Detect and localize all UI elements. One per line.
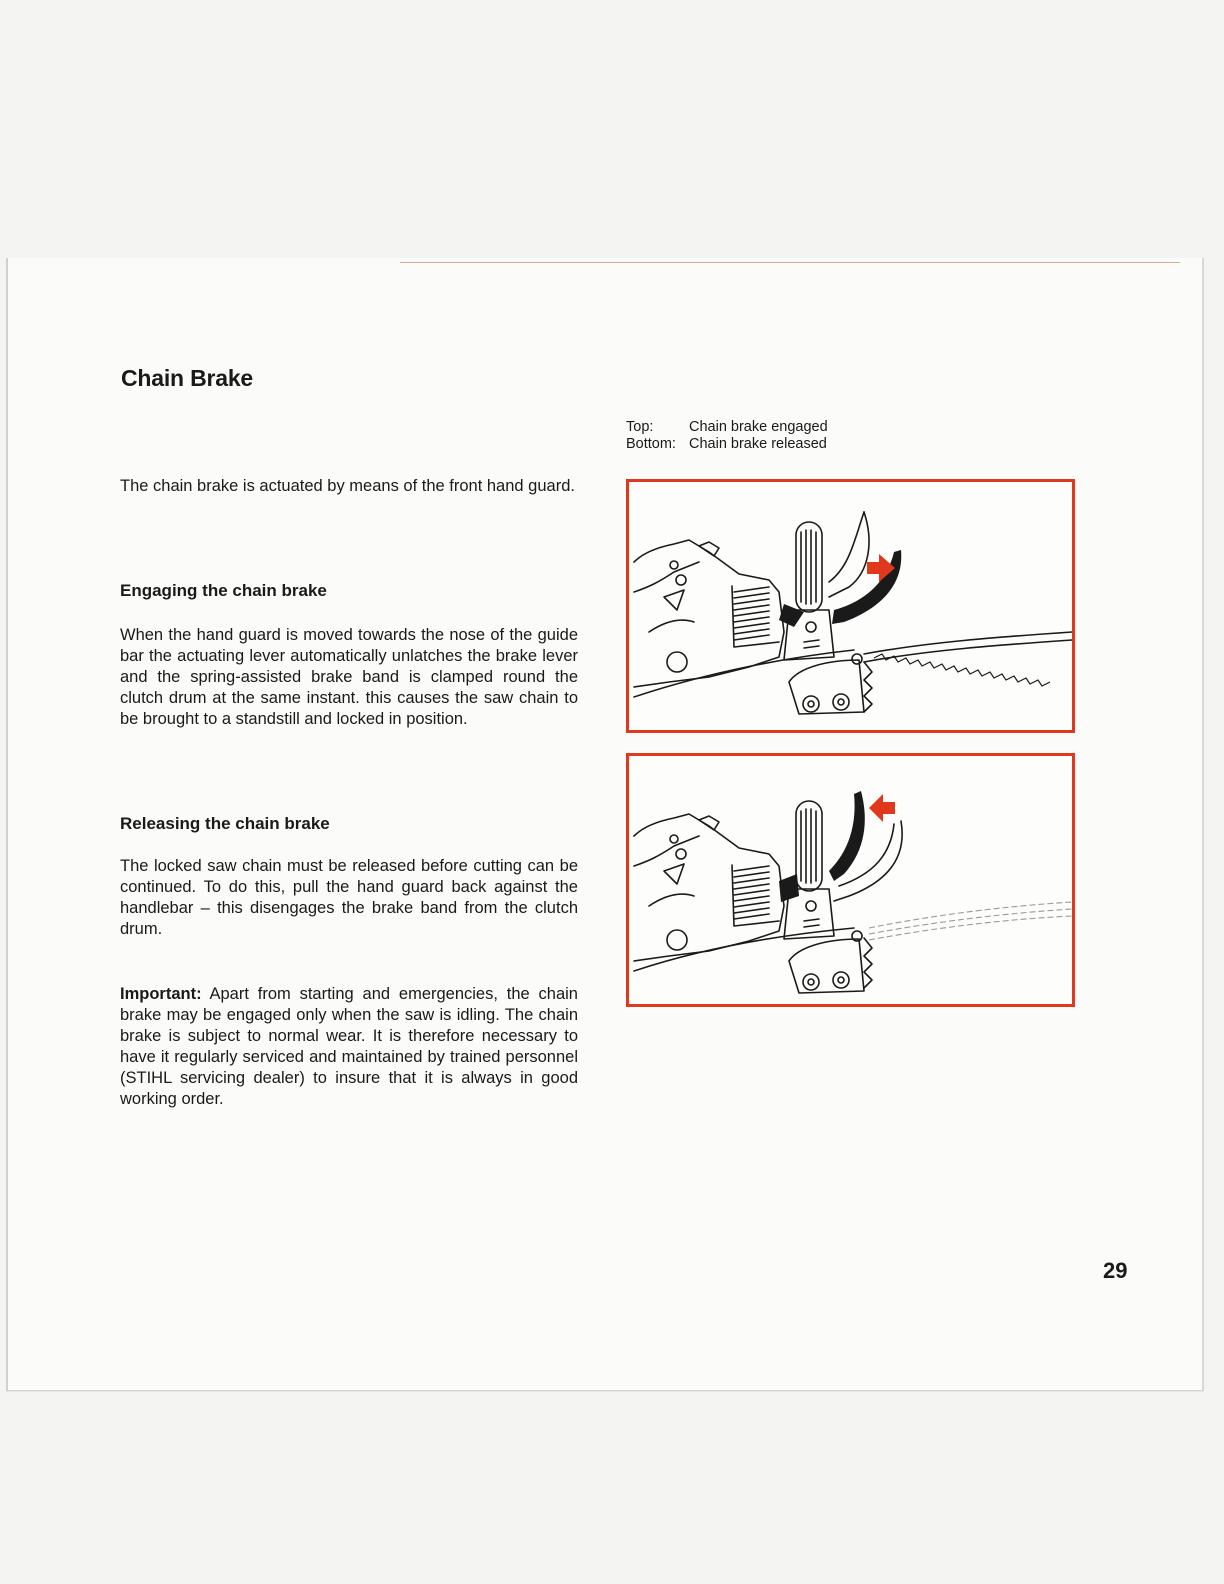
- important-body: Apart from starting and emergencies, the chain brake may be engaged only when the saw is idling. The chain brake is subject to normal wear. It is therefore necessary to have it regularly serviced and maintained by trained personnel (STIHL servicing dealer) to insure that it is always in good working order.: [120, 985, 578, 1108]
- page-title: Chain Brake: [121, 365, 254, 391]
- caption-top-value: Chain brake engaged: [689, 419, 828, 435]
- caption-bottom-key: Bottom:: [626, 436, 676, 452]
- engaging-heading: Engaging the chain brake: [120, 581, 327, 600]
- figure-brake-released: [626, 753, 1075, 1007]
- page-number: 29: [1103, 1258, 1128, 1283]
- chainsaw-engaged-illustration: [629, 482, 1072, 730]
- page-edge-line: [400, 262, 1180, 263]
- figure-brake-engaged: [626, 479, 1075, 733]
- figure-caption: [626, 419, 828, 453]
- arrow-icon: [869, 794, 895, 822]
- hand-guard-released: [829, 791, 865, 881]
- engaging-paragraph: When the hand guard is moved towards the nose of the guide bar the actuating lever automatically unlatches the brake lever and the spring-assisted brake band is clamped round the clutch drum at the same instant. this causes the saw chain to be brought to a standstill and locked in position.: [120, 626, 578, 728]
- releasing-heading: Releasing the chain brake: [120, 814, 330, 833]
- caption-bottom-value: Chain brake released: [689, 436, 827, 452]
- important-paragraph: [120, 984, 578, 1110]
- releasing-paragraph: The locked saw chain must be released before cutting can be continued. To do this, pull the hand guard back against the handlebar – this disengages the brake band from the clutch drum.: [120, 857, 578, 938]
- intro-paragraph: The chain brake is actuated by means of the front hand guard.: [120, 477, 575, 495]
- important-label: Important:: [120, 985, 202, 1003]
- caption-top-key: Top:: [626, 419, 654, 435]
- chainsaw-released-illustration: [629, 756, 1072, 1004]
